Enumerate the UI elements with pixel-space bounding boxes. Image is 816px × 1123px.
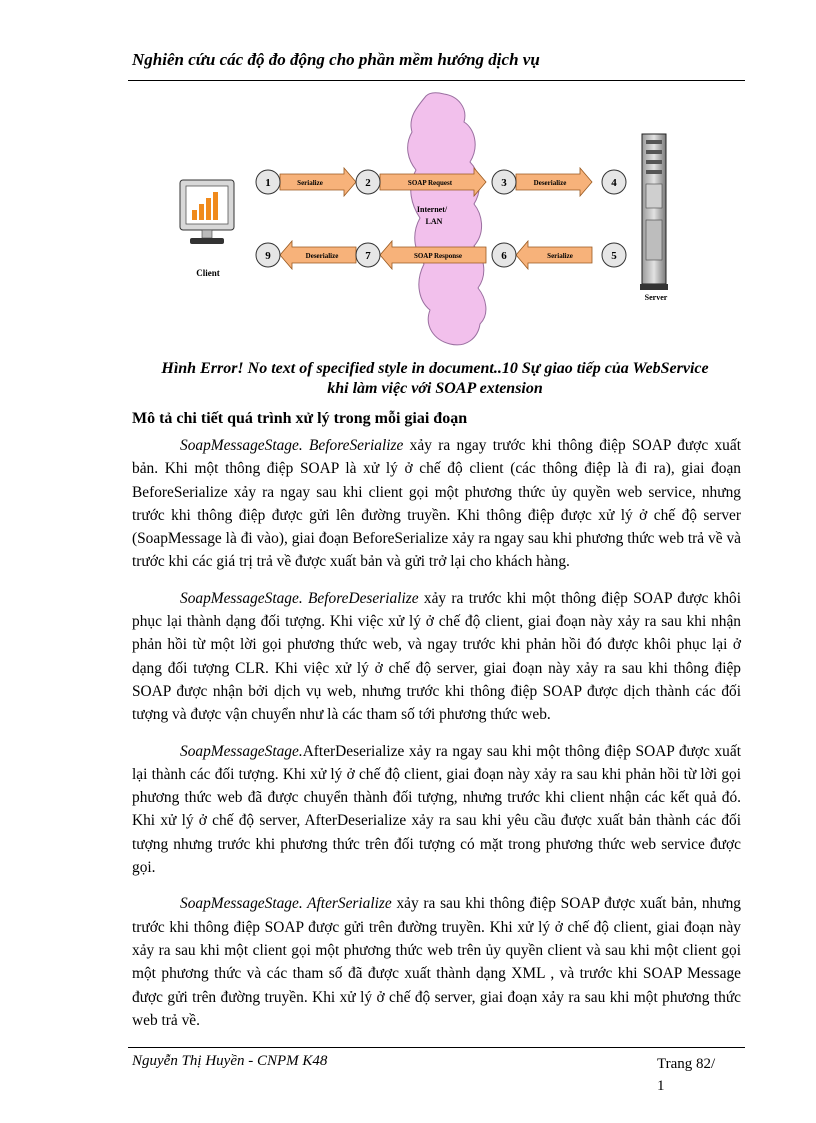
paragraph-after-serialize: SoapMessageStage. AfterSerialize xảy ra sau khi thông điệp SOAP được xuất bản, nhưng trước khi thông điệp SOAP được gửi trên đường truyền. Khi xử lý ở chế độ client, giai đoạn này xảy ra sau khi một client gọi một phương thức web trên ủy quyền client và sau khi một client gọi một phương thức và các tham số đã được xuất thành dạng XML , và trước khi SOAP Message được gửi trên đường truyền. Khi xử lý ở chế độ server, giai đoạn xảy ra sau khi một phương thức web trả về.: [132, 895, 741, 1029]
svg-text:6: 6: [501, 250, 507, 262]
svg-text:3: 3: [501, 177, 507, 189]
arrow-deserialize-back: [280, 241, 356, 269]
paragraph-before-deserialize: SoapMessageStage. BeforeDeserialize xảy ra trước khi một thông điệp SOAP được khôi phục lại thành dạng đối tượng. Khi việc xử lý ở chế độ client, giai đoạn này xảy ra sau khi nhận phản hồi từ một lời gọi phương thức web, và ngay trước khi phản hồi đó được khôi phục lại ở dạng đối tượng CLR. Khi việc xử lý ở chế độ server, giai đoạn này xảy ra sau khi thông điệp SOAP được nhận bởi dịch vụ web, nhưng trước khi thông điệp SOAP được dịch thành các đối tượng và được vận chuyển như là các tham số tới phương thức web.: [132, 589, 741, 724]
svg-text:9: 9: [265, 250, 271, 262]
arrow-serialize-out: [280, 168, 356, 196]
body-text: [132, 434, 741, 1045]
page-header: Nghiên cứu các độ đo động cho phần mềm hướng dịch vụ: [132, 50, 540, 69]
step-circle-9: [256, 243, 280, 267]
step-circle-3: [492, 170, 516, 194]
arrow-serialize-back: [516, 241, 592, 269]
arrow-deserialize-in: [516, 168, 592, 196]
cloud-label-lan: LAN: [425, 217, 443, 226]
footer-divider: [128, 1047, 745, 1048]
arrow-label-soap-request: SOAP Request: [407, 179, 453, 187]
server-icon: [640, 134, 668, 290]
term: SoapMessageStage. BeforeSerialize: [180, 437, 404, 454]
figure-caption: [120, 359, 750, 399]
caption-line-1: Hình Error! No text of specified style in document..10 Sự giao tiếp của WebService: [161, 360, 709, 377]
soap-extension-diagram: [168, 88, 708, 350]
step-circle-2: [356, 170, 380, 194]
paragraph-before-serialize: SoapMessageStage. BeforeSerialize xảy ra ngay trước khi thông điệp SOAP được xuất bản. Khi một thông điệp SOAP là xử lý ở chế độ client (các thông điệp là đi ra), giai đoạn BeforeSerialize xảy ra ngay sau khi client gọi một phương thức ủy quyền web service, nhưng trước khi thông điệp được gửi lên đường truyền. Khi thông điệp được xử lý ở chế độ server (SoapMessage là đi vào), giai đoạn BeforeSerialize xảy ra ngay sau khi phương thức web trả về và trước khi các giá trị trả về được xuất bản và gửi trở lại cho khách hàng.: [132, 437, 741, 571]
arrow-label-serialize-back: Serialize: [547, 252, 573, 260]
svg-text:1: 1: [265, 177, 271, 189]
cloud-label-internet: Internet/: [416, 205, 448, 214]
client-computer-icon: [180, 180, 234, 244]
arrow-label-deserialize-back: Deserialize: [305, 252, 339, 260]
caption-line-2: khi làm việc với SOAP extension: [327, 380, 543, 397]
step-circle-6: [492, 243, 516, 267]
term: SoapMessageStage. AfterSerialize: [180, 895, 392, 913]
section-title: Mô tả chi tiết quá trình xử lý trong mỗi giai đoạn: [132, 410, 468, 427]
svg-text:7: 7: [365, 250, 371, 262]
client-label: Client: [196, 268, 220, 278]
arrow-label-soap-response: SOAP Response: [413, 252, 463, 260]
arrow-label-serialize-out: Serialize: [297, 179, 323, 187]
svg-text:2: 2: [365, 177, 371, 189]
step-circle-1: [256, 170, 280, 194]
footer-page-number: Trang 82/ 1: [657, 1056, 716, 1094]
svg-text:4: 4: [611, 177, 617, 189]
step-circle-5: [602, 243, 626, 267]
term: SoapMessageStage.: [180, 742, 303, 760]
paragraph-after-deserialize: SoapMessageStage.AfterDeserialize xảy ra ngay sau khi một thông điệp SOAP được xuất lại thành các đối tượng. Khi xử lý ở chế độ client, giai đoạn này xảy ra sau khi phản hồi từ lời gọi phương thức web đã được chuyển thành đối tượng, nhưng trước khi client nhận các kết quả đó. Khi xử lý ở chế độ server, AfterDeserialize xảy ra sau khi yêu cầu được xuất bản thành các đối tượng nhưng trước khi phương thức trên đối tượng có mặt trong phương thức web service được gọi.: [132, 742, 741, 877]
arrow-label-deserialize-in: Deserialize: [533, 179, 567, 187]
internet-cloud: [408, 93, 486, 345]
footer-author: Nguyễn Thị Huyền - CNPM K48: [132, 1053, 328, 1069]
step-circle-7: [356, 243, 380, 267]
term: SoapMessageStage. BeforeDeserialize: [180, 589, 419, 607]
step-circle-4: [602, 170, 626, 194]
server-label: Server: [644, 293, 668, 302]
header-divider: [128, 80, 745, 81]
svg-text:5: 5: [611, 250, 617, 262]
